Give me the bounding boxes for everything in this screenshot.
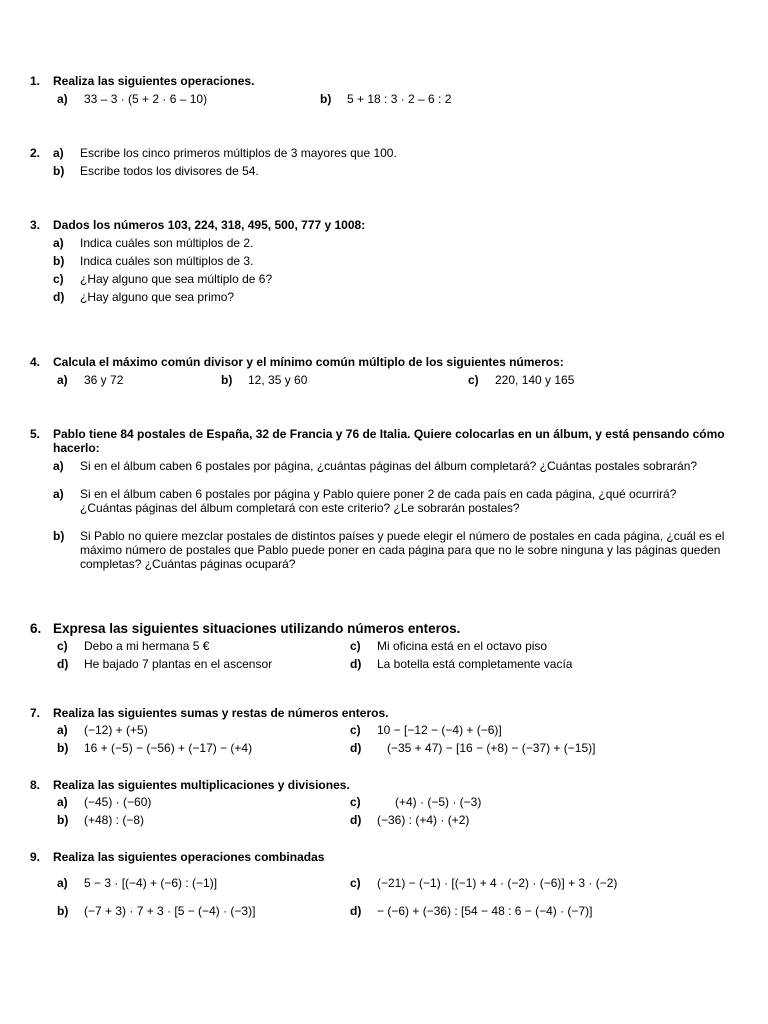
item-label: b) (53, 164, 65, 178)
item-label: d) (350, 657, 362, 671)
item-label: c) (350, 876, 361, 890)
item-text: Mi oficina está en el octavo piso (377, 639, 548, 653)
exercise-9 (30, 850, 728, 922)
exercise-8 (30, 778, 728, 831)
exercise-title: Expresa las siguientes situaciones utilizando números enteros. (53, 621, 461, 636)
item-label: b) (57, 813, 69, 827)
item-label: a) (57, 92, 68, 106)
item-text: 10 − [−12 − (−4) + (−6)] (377, 723, 502, 737)
item-label: c) (350, 639, 361, 653)
item-text: (−45) · (−60) (84, 795, 152, 809)
item-label: a) (57, 795, 68, 809)
exercise-title: Realiza las siguientes multiplicaciones y divisiones. (53, 778, 350, 792)
exercise-number: 5. (30, 427, 41, 441)
item-label: b) (57, 904, 69, 918)
item-text: 5 + 18 : 3 · 2 – 6 : 2 (347, 92, 452, 106)
exercise-title: Realiza las siguientes sumas y restas de números enteros. (53, 706, 389, 720)
item-label: a) (57, 723, 68, 737)
item-label: b) (221, 373, 233, 387)
item-label: d) (350, 904, 362, 918)
exercise-title: Pablo tiene 84 postales de España, 32 de Francia y 76 de Italia. Quiere colocarlas en un álbum, y está pensando cómo hacerlo: (53, 427, 725, 455)
item-text: Si en el álbum caben 6 postales por página y Pablo quiere poner 2 de cada país en cada página, ¿qué ocurrirá? ¿Cuántas páginas del álbum completará con este criterio? ¿Le sobrarán postales? (80, 487, 677, 515)
item-label: b) (57, 741, 69, 755)
exercise-number: 7. (30, 706, 41, 720)
item-label: c) (350, 795, 361, 809)
item-label: a) (57, 373, 68, 387)
exercise-title: Calcula el máximo común divisor y el mínimo común múltiplo de los siguientes números: (53, 355, 564, 369)
item-text: La botella está completamente vacía (377, 657, 573, 671)
item-label: d) (53, 290, 65, 304)
item-label: b) (53, 254, 65, 268)
item-text: 5 − 3 · [(−4) + (−6) : (−1)] (84, 876, 218, 890)
exercise-7 (30, 706, 728, 759)
exercise-number: 1. (30, 74, 41, 88)
item-text: (−36) : (+4) · (+2) (377, 813, 470, 827)
item-text: 36 y 72 (84, 373, 124, 387)
item-text: (−35 + 47) − [16 − (+8) − (−37) + (−15)] (387, 741, 596, 755)
item-label: c) (57, 639, 68, 653)
item-label: a) (53, 487, 64, 501)
exercise-number: 2. (30, 146, 41, 160)
item-text: Indica cuáles son múltiplos de 3. (80, 254, 254, 268)
item-label: b) (320, 92, 332, 106)
exercise-5 (30, 427, 728, 571)
exercise-number: 8. (30, 778, 41, 792)
exercise-title: Realiza las siguientes operaciones. (53, 74, 255, 88)
item-label: d) (57, 657, 69, 671)
item-label: a) (53, 459, 64, 473)
item-text: ¿Hay alguno que sea primo? (80, 290, 235, 304)
exercise-1 (30, 74, 728, 110)
item-text: − (−6) + (−36) : [54 − 48 : 6 − (−4) · (−7)] (377, 904, 593, 918)
exercise-2 (30, 146, 728, 178)
exercise-number: 6. (30, 621, 42, 636)
item-text: Indica cuáles son múltiplos de 2. (80, 236, 254, 250)
item-text: 33 – 3 · (5 + 2 · 6 – 10) (84, 92, 208, 106)
item-text: He bajado 7 plantas en el ascensor (84, 657, 273, 671)
item-text: Debo a mi hermana 5 € (84, 639, 210, 653)
item-text: Escribe los cinco primeros múltiplos de 3 mayores que 100. (80, 146, 397, 160)
item-text: Si en el álbum caben 6 postales por página, ¿cuántas páginas del álbum completará? ¿Cuántas postales sobrarán? (80, 459, 698, 473)
exercise-6 (30, 622, 728, 675)
item-text: (−12) + (+5) (84, 723, 148, 737)
item-text: (−7 + 3) · 7 + 3 · [5 − (−4) · (−3)] (84, 904, 256, 918)
item-label: a) (53, 146, 64, 160)
item-label: a) (57, 876, 68, 890)
item-label: d) (350, 813, 362, 827)
exercise-title: Realiza las siguientes operaciones combinadas (53, 850, 325, 864)
exercise-title: Dados los números 103, 224, 318, 495, 500, 777 y 1008: (53, 218, 366, 232)
item-label: b) (53, 529, 65, 543)
item-text: ¿Hay alguno que sea múltiplo de 6? (80, 272, 273, 286)
exercise-3 (30, 218, 728, 304)
item-label: c) (350, 723, 361, 737)
item-label: c) (468, 373, 479, 387)
exercise-number: 9. (30, 850, 41, 864)
exercise-4 (30, 355, 728, 391)
item-text: (−21) − (−1) · [(−1) + 4 · (−2) · (−6)] + 3 · (−2) (377, 876, 618, 890)
item-text: (+48) : (−8) (84, 813, 145, 827)
exercise-number: 4. (30, 355, 41, 369)
item-text: Escribe todos los divisores de 54. (80, 164, 259, 178)
item-label: d) (350, 741, 362, 755)
item-text: Si Pablo no quiere mezclar postales de distintos países y puede elegir el número de postales en cada página, ¿cuál es el máximo número de postales que Pablo puede poner en cada página para que no le sobre ninguna y las páginas queden completas? ¿Cuántas páginas ocupará? (80, 529, 725, 571)
item-text: 220, 140 y 165 (495, 373, 575, 387)
item-label: a) (53, 236, 64, 250)
item-text: 12, 35 y 60 (248, 373, 308, 387)
item-text: (+4) · (−5) · (−3) (395, 795, 482, 809)
exercise-number: 3. (30, 218, 41, 232)
item-label: c) (53, 272, 64, 286)
item-text: 16 + (−5) − (−56) + (−17) − (+4) (84, 741, 253, 755)
